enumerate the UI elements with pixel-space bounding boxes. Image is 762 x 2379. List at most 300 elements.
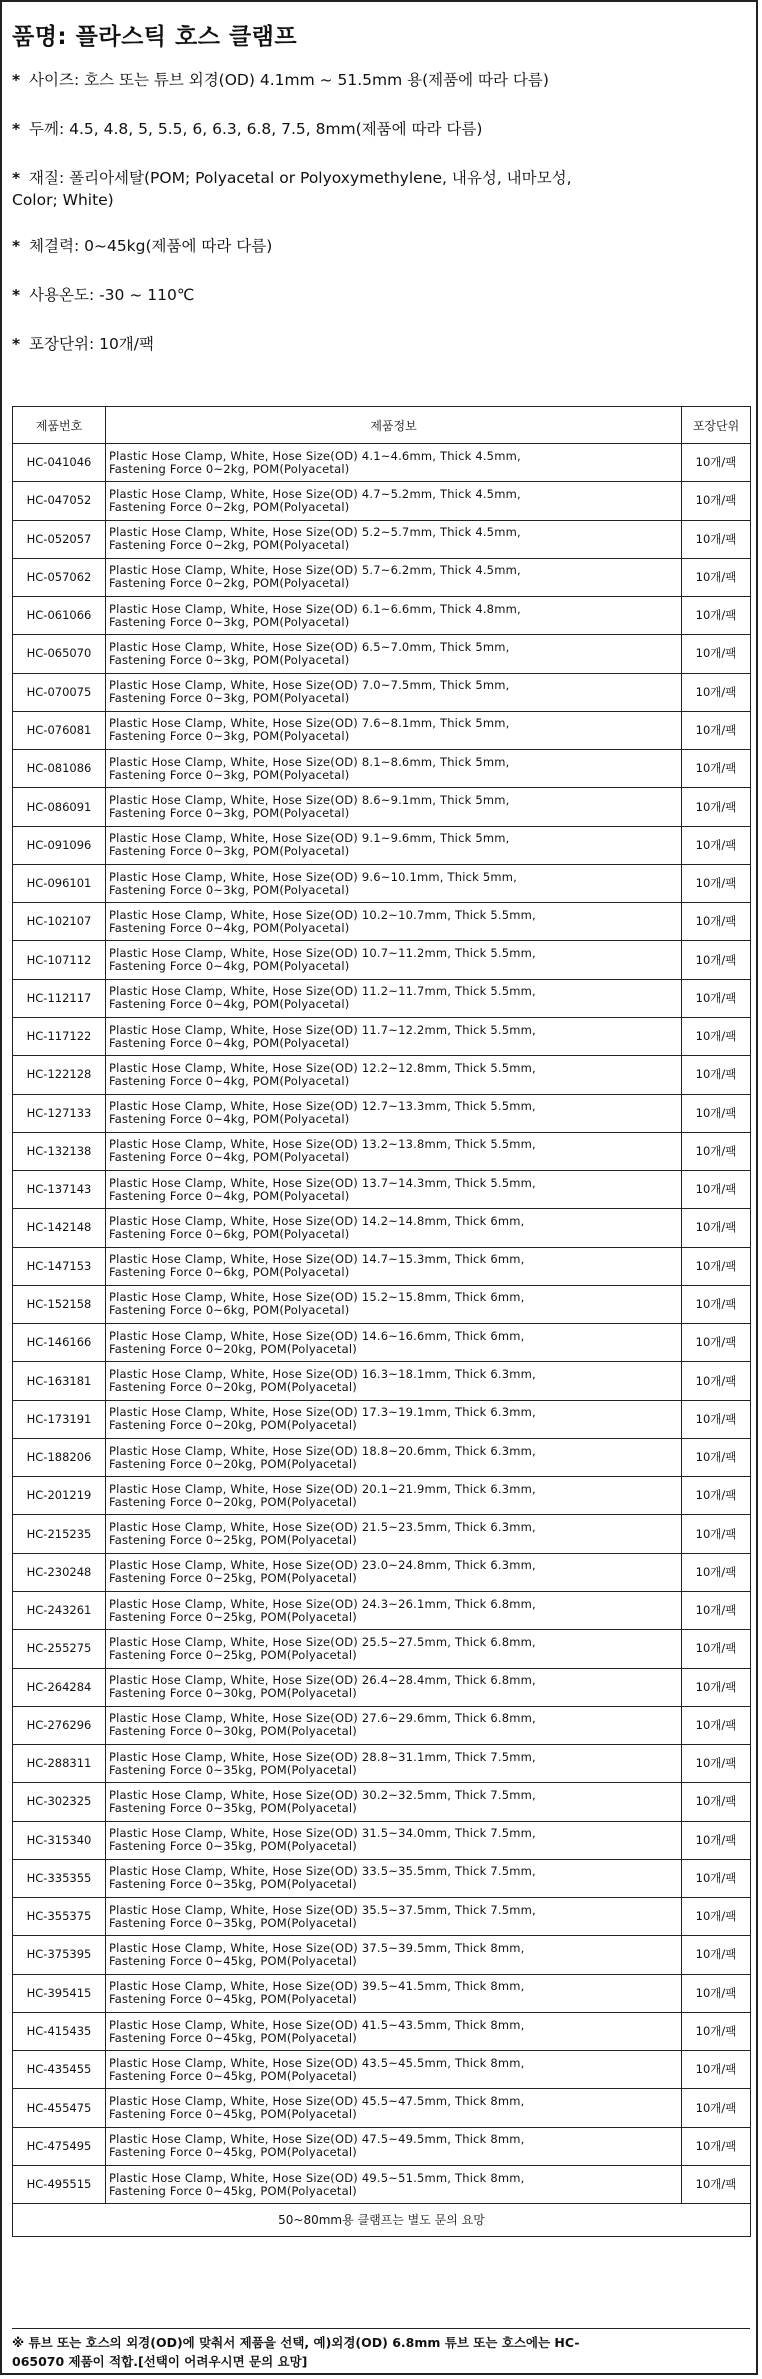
table-row [13, 941, 751, 979]
product-code: HC-117122 [13, 1017, 106, 1055]
pack-unit: 10개/팩 [682, 2012, 751, 2050]
product-code: HC-137143 [13, 1171, 106, 1209]
product-code: HC-112117 [13, 979, 106, 1017]
product-info-line-2: Fastening Force 0~3kg, POM(Polyacetal) [109, 882, 350, 897]
table-row [13, 1745, 751, 1783]
spec-thickness [12, 118, 746, 140]
product-code: HC-076081 [13, 711, 106, 749]
product-info [106, 1553, 682, 1591]
product-code: HC-152158 [13, 1285, 106, 1323]
pack-unit: 10개/팩 [682, 520, 751, 558]
pack-unit: 10개/팩 [682, 1630, 751, 1668]
pack-unit: 10개/팩 [682, 444, 751, 482]
product-code: HC-047052 [13, 482, 106, 520]
product-info-line-1: Plastic Hose Clamp, White, Hose Size(OD) 31.5~34.0mm, Thick 7.5mm, [109, 1826, 536, 1841]
product-code: HC-096101 [13, 864, 106, 902]
product-info-line-1: Plastic Hose Clamp, White, Hose Size(OD) 49.5~51.5mm, Thick 8mm, [109, 2170, 525, 2185]
product-info-line-1: Plastic Hose Clamp, White, Hose Size(OD) 6.5~7.0mm, Thick 5mm, [109, 639, 510, 654]
product-info-line-1: Plastic Hose Clamp, White, Hose Size(OD) 26.4~28.4mm, Thick 6.8mm, [109, 1673, 536, 1688]
pack-unit: 10개/팩 [682, 826, 751, 864]
pack-unit: 10개/팩 [682, 1515, 751, 1553]
product-info-line-2: Fastening Force 0~2kg, POM(Polyacetal) [109, 576, 350, 591]
product-info-line-1: Plastic Hose Clamp, White, Hose Size(OD) 18.8~20.6mm, Thick 6.3mm, [109, 1443, 536, 1458]
product-code: HC-355375 [13, 1898, 106, 1936]
table-row [13, 1515, 751, 1553]
pack-unit: 10개/팩 [682, 1745, 751, 1783]
product-info-line-2: Fastening Force 0~20kg, POM(Polyacetal) [109, 1418, 357, 1433]
table-row [13, 1400, 751, 1438]
table-row [13, 1783, 751, 1821]
spec-thickness-text: 두께: 4.5, 4.8, 5, 5.5, 6, 6.3, 6.8, 7.5, 8mm(제품에 따라 다름) [29, 120, 483, 138]
product-info-line-1: Plastic Hose Clamp, White, Hose Size(OD) 41.5~43.5mm, Thick 8mm, [109, 2017, 525, 2032]
pack-unit: 10개/팩 [682, 1132, 751, 1170]
pack-unit: 10개/팩 [682, 673, 751, 711]
product-info-line-2: Fastening Force 0~30kg, POM(Polyacetal) [109, 1724, 357, 1739]
product-code: HC-091096 [13, 826, 106, 864]
product-code: HC-065070 [13, 635, 106, 673]
product-info [106, 558, 682, 596]
product-code: HC-146166 [13, 1324, 106, 1362]
spec-material-text-2: Color; White) [12, 191, 114, 209]
product-info [106, 1898, 682, 1936]
table-row [13, 788, 751, 826]
product-info-line-2: Fastening Force 0~4kg, POM(Polyacetal) [109, 1035, 350, 1050]
product-info-line-2: Fastening Force 0~35kg, POM(Polyacetal) [109, 1915, 357, 1930]
pack-unit: 10개/팩 [682, 1056, 751, 1094]
table-row [13, 1936, 751, 1974]
product-info-line-1: Plastic Hose Clamp, White, Hose Size(OD) 10.2~10.7mm, Thick 5.5mm, [109, 907, 536, 922]
product-info-line-1: Plastic Hose Clamp, White, Hose Size(OD) 33.5~35.5mm, Thick 7.5mm, [109, 1864, 536, 1879]
product-code: HC-475495 [13, 2127, 106, 2165]
product-info-line-1: Plastic Hose Clamp, White, Hose Size(OD) 7.6~8.1mm, Thick 5mm, [109, 716, 510, 731]
product-info-line-1: Plastic Hose Clamp, White, Hose Size(OD) 9.1~9.6mm, Thick 5mm, [109, 831, 510, 846]
pack-unit: 10개/팩 [682, 558, 751, 596]
table-header-row [13, 407, 751, 444]
product-info [106, 520, 682, 558]
table-row [13, 1553, 751, 1591]
product-info [106, 788, 682, 826]
product-info [106, 903, 682, 941]
product-info-line-2: Fastening Force 0~3kg, POM(Polyacetal) [109, 767, 350, 782]
pack-unit: 10개/팩 [682, 1553, 751, 1591]
product-info-line-2: Fastening Force 0~45kg, POM(Polyacetal) [109, 1953, 357, 1968]
product-info [106, 1630, 682, 1668]
product-info [106, 1017, 682, 1055]
product-info-line-1: Plastic Hose Clamp, White, Hose Size(OD) 16.3~18.1mm, Thick 6.3mm, [109, 1367, 536, 1381]
pack-unit: 10개/팩 [682, 1898, 751, 1936]
product-code: HC-215235 [13, 1515, 106, 1553]
table-row [13, 711, 751, 749]
product-code: HC-041046 [13, 444, 106, 482]
table-row [13, 979, 751, 1017]
bullet-star: * [12, 335, 21, 353]
product-info [106, 1859, 682, 1897]
product-info-line-2: Fastening Force 0~3kg, POM(Polyacetal) [109, 729, 350, 744]
table-row [13, 2165, 751, 2203]
product-code: HC-302325 [13, 1783, 106, 1821]
table-row [13, 482, 751, 520]
pack-unit: 10개/팩 [682, 1171, 751, 1209]
product-info-line-2: Fastening Force 0~3kg, POM(Polyacetal) [109, 614, 350, 629]
product-code: HC-495515 [13, 2165, 106, 2203]
pack-unit: 10개/팩 [682, 1324, 751, 1362]
product-info-line-2: Fastening Force 0~4kg, POM(Polyacetal) [109, 920, 350, 935]
table-row [13, 1247, 751, 1285]
product-code: HC-070075 [13, 673, 106, 711]
header-pack: 포장단위 [682, 407, 751, 444]
table-row [13, 1706, 751, 1744]
table-body [13, 444, 751, 2204]
pack-unit: 10개/팩 [682, 1706, 751, 1744]
pack-unit: 10개/팩 [682, 1094, 751, 1132]
product-code: HC-243261 [13, 1591, 106, 1629]
pack-unit: 10개/팩 [682, 597, 751, 635]
product-info-line-2: Fastening Force 0~45kg, POM(Polyacetal) [109, 1992, 357, 2007]
table-row [13, 1094, 751, 1132]
product-info-line-1: Plastic Hose Clamp, White, Hose Size(OD) 27.6~29.6mm, Thick 6.8mm, [109, 1711, 536, 1726]
product-info-line-1: Plastic Hose Clamp, White, Hose Size(OD) 5.7~6.2mm, Thick 4.5mm, [109, 563, 521, 578]
product-info [106, 1209, 682, 1247]
table-row [13, 1171, 751, 1209]
product-info-line-1: Plastic Hose Clamp, White, Hose Size(OD) 45.5~47.5mm, Thick 8mm, [109, 2094, 525, 2109]
product-code: HC-288311 [13, 1745, 106, 1783]
table-row [13, 597, 751, 635]
pack-unit: 10개/팩 [682, 903, 751, 941]
product-info-line-1: Plastic Hose Clamp, White, Hose Size(OD) 6.1~6.6mm, Thick 4.8mm, [109, 601, 521, 616]
table-row [13, 558, 751, 596]
product-code: HC-276296 [13, 1706, 106, 1744]
table-row [13, 2127, 751, 2165]
table-row [13, 635, 751, 673]
product-info-line-2: Fastening Force 0~35kg, POM(Polyacetal) [109, 1762, 357, 1777]
product-info-line-1: Plastic Hose Clamp, White, Hose Size(OD) 11.2~11.7mm, Thick 5.5mm, [109, 984, 536, 999]
product-info [106, 635, 682, 673]
product-info-line-2: Fastening Force 0~6kg, POM(Polyacetal) [109, 1303, 350, 1318]
pack-unit: 10개/팩 [682, 1821, 751, 1859]
product-code: HC-061066 [13, 597, 106, 635]
product-info [106, 1783, 682, 1821]
product-info-line-2: Fastening Force 0~45kg, POM(Polyacetal) [109, 2068, 357, 2083]
product-info-line-1: Plastic Hose Clamp, White, Hose Size(OD) 20.1~21.9mm, Thick 6.3mm, [109, 1481, 536, 1496]
table-row [13, 1668, 751, 1706]
pack-unit: 10개/팩 [682, 1591, 751, 1629]
pack-unit: 10개/팩 [682, 2051, 751, 2089]
footnote-line-2: 065070 제품이 적합.[선택이 어려우시면 문의 요망] [12, 2354, 308, 2369]
product-info [106, 826, 682, 864]
product-info-line-2: Fastening Force 0~35kg, POM(Polyacetal) [109, 1877, 357, 1892]
product-info-line-2: Fastening Force 0~45kg, POM(Polyacetal) [109, 2107, 357, 2122]
product-info [106, 1668, 682, 1706]
pack-unit: 10개/팩 [682, 2165, 751, 2203]
product-info-line-1: Plastic Hose Clamp, White, Hose Size(OD) 17.3~19.1mm, Thick 6.3mm, [109, 1405, 536, 1420]
product-info [106, 597, 682, 635]
pack-unit: 10개/팩 [682, 635, 751, 673]
product-info [106, 1285, 682, 1323]
product-info [106, 979, 682, 1017]
product-info-line-1: Plastic Hose Clamp, White, Hose Size(OD) 43.5~45.5mm, Thick 8mm, [109, 2055, 525, 2070]
product-info-line-2: Fastening Force 0~35kg, POM(Polyacetal) [109, 1800, 357, 1815]
table-row [13, 1438, 751, 1476]
product-info-line-1: Plastic Hose Clamp, White, Hose Size(OD) 30.2~32.5mm, Thick 7.5mm, [109, 1787, 536, 1802]
product-info-line-2: Fastening Force 0~30kg, POM(Polyacetal) [109, 1686, 357, 1701]
product-info [106, 2089, 682, 2127]
product-info [106, 1094, 682, 1132]
table-row [13, 673, 751, 711]
pack-unit: 10개/팩 [682, 1668, 751, 1706]
spec-material-text-1: 재질: 폴리아세탈(POM; Polyacetal or Polyoxymethylene, 내유성, 내마모성, [29, 169, 572, 187]
pack-unit: 10개/팩 [682, 2089, 751, 2127]
product-info-line-1: Plastic Hose Clamp, White, Hose Size(OD) 11.7~12.2mm, Thick 5.5mm, [109, 1022, 536, 1037]
product-info [106, 1438, 682, 1476]
product-table [12, 406, 751, 2237]
product-info-line-2: Fastening Force 0~2kg, POM(Polyacetal) [109, 499, 350, 514]
product-info [106, 1706, 682, 1744]
product-info [106, 1974, 682, 2012]
product-code: HC-057062 [13, 558, 106, 596]
product-code: HC-081086 [13, 750, 106, 788]
pack-unit: 10개/팩 [682, 1209, 751, 1247]
product-code: HC-142148 [13, 1209, 106, 1247]
spec-material [12, 167, 746, 211]
table-row [13, 864, 751, 902]
product-info-line-1: Plastic Hose Clamp, White, Hose Size(OD) 13.2~13.8mm, Thick 5.5mm, [109, 1137, 536, 1152]
product-code: HC-375395 [13, 1936, 106, 1974]
product-info [106, 444, 682, 482]
product-info-line-2: Fastening Force 0~45kg, POM(Polyacetal) [109, 2030, 357, 2045]
product-info-line-1: Plastic Hose Clamp, White, Hose Size(OD) 14.7~15.3mm, Thick 6mm, [109, 1252, 525, 1267]
table-footer-row [13, 2204, 751, 2237]
table-row [13, 1974, 751, 2012]
product-info-line-1: Plastic Hose Clamp, White, Hose Size(OD) 4.7~5.2mm, Thick 4.5mm, [109, 486, 521, 501]
product-info-line-1: Plastic Hose Clamp, White, Hose Size(OD) 13.7~14.3mm, Thick 5.5mm, [109, 1175, 536, 1190]
product-info-line-2: Fastening Force 0~25kg, POM(Polyacetal) [109, 1571, 357, 1586]
product-info-line-1: Plastic Hose Clamp, White, Hose Size(OD) 28.8~31.1mm, Thick 7.5mm, [109, 1749, 536, 1764]
table-row [13, 903, 751, 941]
table-row [13, 750, 751, 788]
product-info [106, 864, 682, 902]
product-code: HC-086091 [13, 788, 106, 826]
table-row [13, 1324, 751, 1362]
product-info-line-2: Fastening Force 0~45kg, POM(Polyacetal) [109, 2183, 357, 2198]
spec-header [2, 2, 756, 355]
product-info-line-2: Fastening Force 0~2kg, POM(Polyacetal) [109, 538, 350, 553]
product-info-line-1: Plastic Hose Clamp, White, Hose Size(OD) 12.7~13.3mm, Thick 5.5mm, [109, 1099, 536, 1114]
spec-force [12, 235, 746, 257]
spec-size [12, 69, 746, 91]
pack-unit: 10개/팩 [682, 2127, 751, 2165]
product-info [106, 1362, 682, 1400]
product-info [106, 2165, 682, 2203]
bullet-star: * [12, 71, 21, 89]
product-code: HC-132138 [13, 1132, 106, 1170]
table-row [13, 2089, 751, 2127]
product-info-line-1: Plastic Hose Clamp, White, Hose Size(OD) 5.2~5.7mm, Thick 4.5mm, [109, 525, 521, 540]
pack-unit: 10개/팩 [682, 864, 751, 902]
bullet-star: * [12, 169, 21, 187]
pack-unit: 10개/팩 [682, 1936, 751, 1974]
product-info [106, 941, 682, 979]
product-info-line-1: Plastic Hose Clamp, White, Hose Size(OD) 47.5~49.5mm, Thick 8mm, [109, 2132, 525, 2147]
footnote-line-1: ※ 튜브 또는 호스의 외경(OD)에 맞춰서 제품을 선택, 예)외경(OD) 6.8mm 튜브 또는 호스에는 HC- [12, 2335, 580, 2350]
spec-pack [12, 333, 746, 355]
pack-unit: 10개/팩 [682, 941, 751, 979]
spec-force-text: 체결력: 0~45kg(제품에 따라 다름) [29, 237, 273, 255]
pack-unit: 10개/팩 [682, 1477, 751, 1515]
table-row [13, 1285, 751, 1323]
product-info-line-1: Plastic Hose Clamp, White, Hose Size(OD) 9.6~10.1mm, Thick 5mm, [109, 869, 518, 884]
product-info [106, 1324, 682, 1362]
pack-unit: 10개/팩 [682, 1247, 751, 1285]
product-info [106, 711, 682, 749]
product-info-line-1: Plastic Hose Clamp, White, Hose Size(OD) 21.5~23.5mm, Thick 6.3mm, [109, 1520, 536, 1535]
table-row [13, 1477, 751, 1515]
product-info [106, 1247, 682, 1285]
product-info-line-1: Plastic Hose Clamp, White, Hose Size(OD) 15.2~15.8mm, Thick 6mm, [109, 1290, 525, 1305]
table-row [13, 826, 751, 864]
table-row [13, 1132, 751, 1170]
product-info-line-2: Fastening Force 0~4kg, POM(Polyacetal) [109, 997, 350, 1012]
pack-unit: 10개/팩 [682, 750, 751, 788]
product-info-line-1: Plastic Hose Clamp, White, Hose Size(OD) 10.7~11.2mm, Thick 5.5mm, [109, 946, 536, 961]
table-row [13, 1209, 751, 1247]
product-info-line-1: Plastic Hose Clamp, White, Hose Size(OD) 23.0~24.8mm, Thick 6.3mm, [109, 1558, 536, 1573]
product-info [106, 1132, 682, 1170]
product-code: HC-455475 [13, 2089, 106, 2127]
product-code: HC-255275 [13, 1630, 106, 1668]
pack-unit: 10개/팩 [682, 1400, 751, 1438]
product-info-line-2: Fastening Force 0~3kg, POM(Polyacetal) [109, 806, 350, 821]
product-info-line-1: Plastic Hose Clamp, White, Hose Size(OD) 25.5~27.5mm, Thick 6.8mm, [109, 1634, 536, 1649]
pack-unit: 10개/팩 [682, 1783, 751, 1821]
pack-unit: 10개/팩 [682, 1438, 751, 1476]
table-row [13, 1591, 751, 1629]
product-info-line-1: Plastic Hose Clamp, White, Hose Size(OD) 4.1~4.6mm, Thick 4.5mm, [109, 448, 521, 463]
product-info-line-1: Plastic Hose Clamp, White, Hose Size(OD) 37.5~39.5mm, Thick 8mm, [109, 1940, 525, 1955]
table-footer-note: 50~80mm용 클램프는 별도 문의 요망 [13, 2204, 751, 2237]
product-info-line-1: Plastic Hose Clamp, White, Hose Size(OD) 39.5~41.5mm, Thick 8mm, [109, 1979, 525, 1994]
product-info-line-1: Plastic Hose Clamp, White, Hose Size(OD) 12.2~12.8mm, Thick 5.5mm, [109, 1060, 536, 1075]
product-info [106, 673, 682, 711]
spec-temp-text: 사용온도: -30 ~ 110℃ [29, 286, 195, 304]
product-code: HC-335355 [13, 1859, 106, 1897]
product-info-line-1: Plastic Hose Clamp, White, Hose Size(OD) 24.3~26.1mm, Thick 6.8mm, [109, 1596, 536, 1611]
product-info-line-1: Plastic Hose Clamp, White, Hose Size(OD) 35.5~37.5mm, Thick 7.5mm, [109, 1902, 536, 1917]
table-row [13, 2012, 751, 2050]
product-info [106, 1591, 682, 1629]
product-code: HC-188206 [13, 1438, 106, 1476]
product-code: HC-435455 [13, 2051, 106, 2089]
table-row [13, 1821, 751, 1859]
bullet-star: * [12, 120, 21, 138]
bullet-star: * [12, 237, 21, 255]
product-info-line-2: Fastening Force 0~45kg, POM(Polyacetal) [109, 2145, 357, 2160]
product-code: HC-230248 [13, 1553, 106, 1591]
product-info-line-1: Plastic Hose Clamp, White, Hose Size(OD) 8.6~9.1mm, Thick 5mm, [109, 793, 510, 808]
product-info-line-1: Plastic Hose Clamp, White, Hose Size(OD) 7.0~7.5mm, Thick 5mm, [109, 678, 510, 693]
product-code: HC-163181 [13, 1362, 106, 1400]
product-info-line-2: Fastening Force 0~4kg, POM(Polyacetal) [109, 959, 350, 974]
pack-unit: 10개/팩 [682, 1859, 751, 1897]
table-row [13, 1017, 751, 1055]
product-code: HC-107112 [13, 941, 106, 979]
product-info [106, 2127, 682, 2165]
product-info-line-2: Fastening Force 0~4kg, POM(Polyacetal) [109, 1188, 350, 1203]
header-info: 제품정보 [106, 407, 682, 444]
product-info-line-2: Fastening Force 0~4kg, POM(Polyacetal) [109, 1150, 350, 1165]
table-row [13, 1859, 751, 1897]
product-info-line-1: Plastic Hose Clamp, White, Hose Size(OD) 14.2~14.8mm, Thick 6mm, [109, 1213, 525, 1228]
product-info [106, 1821, 682, 1859]
product-info-line-2: Fastening Force 0~2kg, POM(Polyacetal) [109, 461, 350, 476]
product-info [106, 1936, 682, 1974]
product-code: HC-052057 [13, 520, 106, 558]
table-row [13, 1898, 751, 1936]
spec-temp [12, 284, 746, 306]
product-code: HC-122128 [13, 1056, 106, 1094]
product-info-line-2: Fastening Force 0~4kg, POM(Polyacetal) [109, 1112, 350, 1127]
product-info [106, 2051, 682, 2089]
product-info [106, 482, 682, 520]
product-info-line-2: Fastening Force 0~25kg, POM(Polyacetal) [109, 1647, 357, 1662]
pack-unit: 10개/팩 [682, 482, 751, 520]
product-info-line-2: Fastening Force 0~20kg, POM(Polyacetal) [109, 1456, 357, 1471]
product-code: HC-102107 [13, 903, 106, 941]
product-code: HC-315340 [13, 1821, 106, 1859]
product-info-line-2: Fastening Force 0~6kg, POM(Polyacetal) [109, 1226, 350, 1241]
table-row [13, 520, 751, 558]
pack-unit: 10개/팩 [682, 1017, 751, 1055]
spec-pack-text: 포장단위: 10개/팩 [29, 335, 154, 353]
product-info [106, 750, 682, 788]
product-info-line-1: Plastic Hose Clamp, White, Hose Size(OD) 8.1~8.6mm, Thick 5mm, [109, 754, 510, 769]
product-code: HC-201219 [13, 1477, 106, 1515]
product-info [106, 1171, 682, 1209]
pack-unit: 10개/팩 [682, 711, 751, 749]
product-info-line-2: Fastening Force 0~25kg, POM(Polyacetal) [109, 1609, 357, 1624]
pack-unit: 10개/팩 [682, 979, 751, 1017]
pack-unit: 10개/팩 [682, 1974, 751, 2012]
product-info-line-2: Fastening Force 0~4kg, POM(Polyacetal) [109, 1073, 350, 1088]
product-code: HC-173191 [13, 1400, 106, 1438]
table-row [13, 1056, 751, 1094]
product-info-line-2: Fastening Force 0~25kg, POM(Polyacetal) [109, 1533, 357, 1548]
product-code: HC-395415 [13, 1974, 106, 2012]
product-info [106, 1400, 682, 1438]
table-row [13, 1362, 751, 1400]
product-info-line-2: Fastening Force 0~3kg, POM(Polyacetal) [109, 691, 350, 706]
table-row [13, 444, 751, 482]
product-info-line-2: Fastening Force 0~3kg, POM(Polyacetal) [109, 652, 350, 667]
product-code: HC-264284 [13, 1668, 106, 1706]
spec-size-text: 사이즈: 호스 또는 튜브 외경(OD) 4.1mm ~ 51.5mm 용(제품에 따라 다름) [29, 71, 549, 89]
product-info-line-1: Plastic Hose Clamp, White, Hose Size(OD) 14.6~16.6mm, Thick 6mm, [109, 1328, 525, 1343]
bullet-star: * [12, 286, 21, 304]
product-code: HC-127133 [13, 1094, 106, 1132]
table-row [13, 2051, 751, 2089]
product-info [106, 1056, 682, 1094]
table-row [13, 1630, 751, 1668]
footnote [12, 2328, 750, 2371]
product-info [106, 1745, 682, 1783]
product-info-line-2: Fastening Force 0~35kg, POM(Polyacetal) [109, 1839, 357, 1854]
page-title: 품명: 플라스틱 호스 클램프 [12, 24, 298, 50]
pack-unit: 10개/팩 [682, 1285, 751, 1323]
pack-unit: 10개/팩 [682, 788, 751, 826]
product-info-line-2: Fastening Force 0~3kg, POM(Polyacetal) [109, 844, 350, 859]
product-info-line-2: Fastening Force 0~6kg, POM(Polyacetal) [109, 1265, 350, 1280]
product-info-line-2: Fastening Force 0~20kg, POM(Polyacetal) [109, 1494, 357, 1509]
product-info [106, 2012, 682, 2050]
